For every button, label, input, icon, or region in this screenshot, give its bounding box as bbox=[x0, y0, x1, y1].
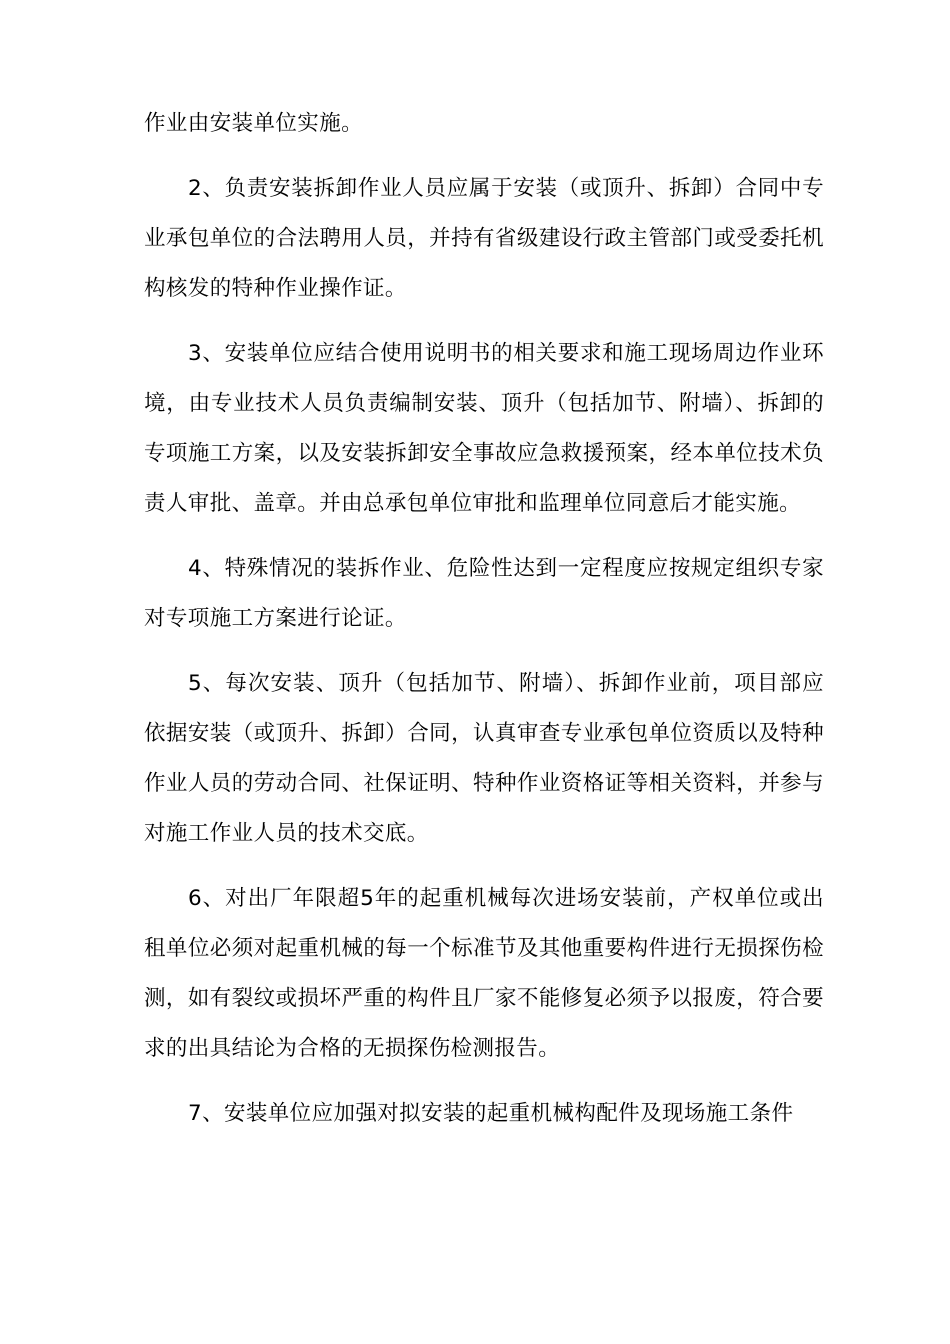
paragraph-item-5 bbox=[144, 659, 824, 859]
paragraph-item-2 bbox=[144, 164, 824, 314]
paragraph-text: 3、安装单位应结合使用说明书的相关要求和施工现场周边作业环境，由专业技术人员负责编制安装、顶升（包括加节、附墙）、拆卸的专项施工方案，以及安装拆卸安全事故应急救援预案，经本单位技术负责人审批、盖章。并由总承包单位审批和监理单位同意后才能实施。 bbox=[144, 341, 824, 516]
paragraph-text: 7、安装单位应加强对拟安装的起重机械构配件及现场施工条件 bbox=[188, 1101, 794, 1126]
paragraph-text: 2、负责安装拆卸作业人员应属于安装（或顶升、拆卸）合同中专业承包单位的合法聘用人员，并持有省级建设行政主管部门或受委托机构核发的特种作业操作证。 bbox=[144, 176, 824, 301]
paragraph-item-4 bbox=[144, 544, 824, 644]
paragraph-text: 5、每次安装、顶升（包括加节、附墙）、拆卸作业前，项目部应依据安装（或顶升、拆卸）合同，认真审查专业承包单位资质以及特种作业人员的劳动合同、社保证明、特种作业资格证等相关资料，并参与对施工作业人员的技术交底。 bbox=[144, 671, 824, 846]
paragraph-text: 6、对出厂年限超5年的起重机械每次进场安装前，产权单位或出租单位必须对起重机械的每一个标准节及其他重要构件进行无损探伤检测，如有裂纹或损坏严重的构件且厂家不能修复必须予以报废，符合要求的出具结论为合格的无损探伤检测报告。 bbox=[144, 886, 824, 1061]
paragraph-item-3 bbox=[144, 329, 824, 529]
paragraph-item-6 bbox=[144, 874, 824, 1074]
paragraph-text: 4、特殊情况的装拆作业、危险性达到一定程度应按规定组织专家对专项施工方案进行论证。 bbox=[144, 556, 824, 631]
document-body bbox=[144, 99, 824, 1154]
paragraph-item-7 bbox=[144, 1089, 824, 1139]
paragraph-continuation: 作业由安装单位实施。 bbox=[144, 111, 364, 136]
